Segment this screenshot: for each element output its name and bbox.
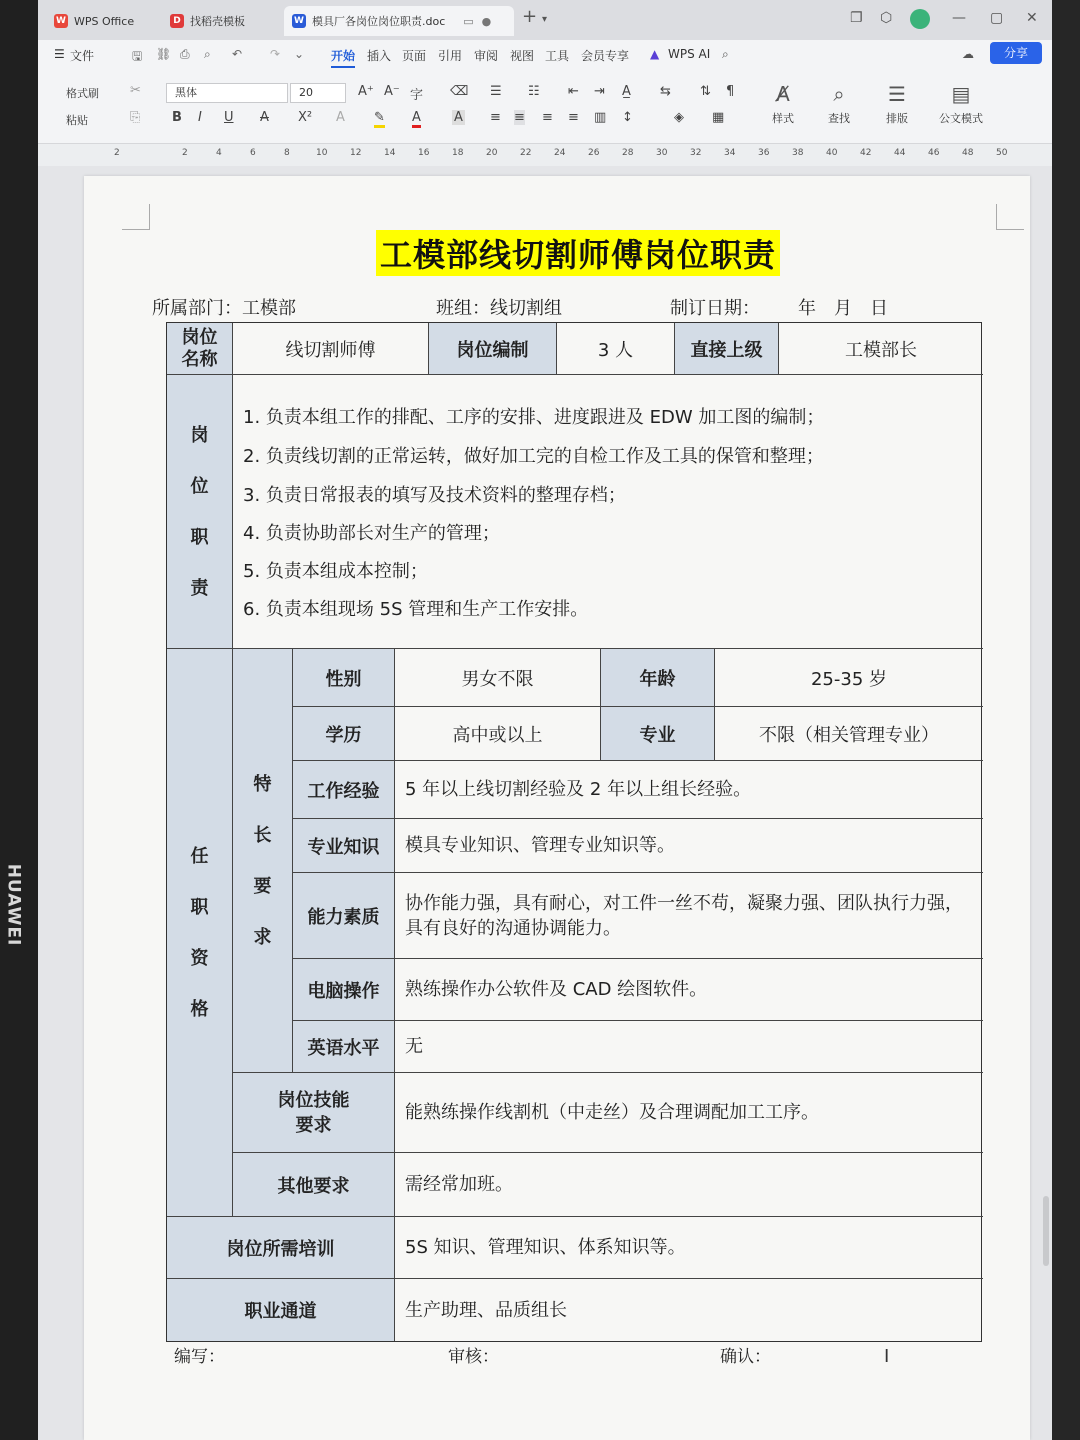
- ruler-tick: 16: [418, 148, 430, 158]
- tab-template[interactable]: [162, 6, 280, 36]
- ruler-tick: 10: [316, 148, 328, 158]
- major-value: 不限（相关管理专业）: [715, 707, 983, 761]
- writer-label: 编写：: [174, 1347, 225, 1367]
- ruler-tick: 18: [452, 148, 464, 158]
- ruler-tick: 26: [588, 148, 600, 158]
- other-label: 其他要求: [233, 1153, 395, 1217]
- gender-value: 男女不限: [395, 649, 601, 707]
- text-cursor-icon: I: [884, 1346, 890, 1367]
- word-doc-icon: W: [292, 14, 306, 28]
- ruler-tick: 12: [350, 148, 362, 158]
- special-label-char: 特: [253, 773, 272, 795]
- styles-button[interactable]: A̸ 样式: [758, 82, 808, 126]
- share-link-icon[interactable]: ⛓: [156, 47, 172, 61]
- file-menu[interactable]: 文件: [70, 49, 95, 63]
- major-label: 专业: [601, 707, 715, 761]
- ruler-tick: 38: [792, 148, 804, 158]
- undo-icon[interactable]: ↶: [232, 47, 243, 61]
- duty-item: 1. 负责本组工作的排配、工序的安排、进度跟进及 EDW 加工图的编制；: [243, 407, 825, 428]
- find-button[interactable]: ⌕ 查找: [814, 82, 864, 126]
- qual-label-char: 格: [190, 998, 209, 1020]
- special-label-char: 长: [253, 824, 272, 846]
- close-icon[interactable]: ✕: [1026, 10, 1038, 26]
- special-requirements-label: [233, 649, 293, 1073]
- qual-label-char: 资: [190, 947, 209, 969]
- window-layout-icon[interactable]: ❐: [850, 10, 863, 26]
- clear-format-icon[interactable]: ⌫: [450, 84, 469, 99]
- vertical-scrollbar[interactable]: [1040, 166, 1052, 1440]
- ruler-tick: 50: [996, 148, 1008, 158]
- device-bezel-left: [0, 0, 38, 1440]
- shrink-font-icon[interactable]: A⁻: [384, 84, 400, 99]
- position-name-label: 岗位名称: [167, 323, 233, 375]
- tab-label: 模具厂各岗位岗位职责.doc: [312, 15, 446, 28]
- cloud-sync-icon[interactable]: ☁: [962, 47, 974, 61]
- ruler-tick: 2: [114, 148, 120, 158]
- new-tab-icon[interactable]: +: [522, 6, 538, 27]
- qual-label-char: 职: [190, 896, 209, 918]
- group-label: 班组：线切割组: [436, 298, 562, 319]
- search-icon[interactable]: ⌕: [722, 47, 729, 61]
- phonetic-icon[interactable]: 字: [410, 88, 424, 103]
- wps-ai-button[interactable]: WPS AI: [668, 47, 711, 61]
- save-icon[interactable]: 🖫: [132, 49, 143, 63]
- date-parts: 年 月 日: [798, 298, 888, 319]
- official-mode-button[interactable]: ▤ 公文模式: [936, 82, 986, 126]
- border-icon[interactable]: ▦: [712, 110, 725, 125]
- ruler-tick: 22: [520, 148, 532, 158]
- date-label: 制订日期：: [670, 298, 760, 319]
- menu-start[interactable]: 开始: [331, 47, 355, 68]
- knowledge-value: 模具专业知识、管理专业知识等。: [395, 819, 983, 873]
- increase-indent-icon[interactable]: ⇥: [594, 84, 605, 99]
- find-icon: ⌕: [833, 82, 845, 106]
- wps-logo-icon: W: [54, 14, 68, 28]
- duties-label-char: 岗: [190, 424, 209, 446]
- bullet-list-icon[interactable]: ☰: [490, 84, 502, 99]
- ruler-tick: 28: [622, 148, 634, 158]
- approver-label: 确认：: [720, 1347, 771, 1367]
- gender-label: 性别: [293, 649, 395, 707]
- hamburger-icon[interactable]: ☰: [54, 47, 65, 61]
- ruler-tick: 32: [690, 148, 702, 158]
- numbered-list-icon[interactable]: ☷: [528, 84, 540, 99]
- ruler-tick: 24: [554, 148, 566, 158]
- menu-bar: [38, 40, 1052, 70]
- ruler-tick: 4: [216, 148, 222, 158]
- format-painter-button[interactable]: 格式刷: [66, 87, 99, 100]
- ruler-tick: 40: [826, 148, 838, 158]
- duty-item: 6. 负责本组现场 5S 管理和生产工作安排。: [243, 599, 589, 620]
- bold-icon[interactable]: B: [172, 110, 182, 125]
- layout-button[interactable]: ☰ 排版: [872, 82, 922, 126]
- ruler-tick: 2: [182, 148, 188, 158]
- career-value: 生产助理、品质组长: [405, 1299, 567, 1321]
- margin-mark: [122, 204, 150, 230]
- ruler-tick: 42: [860, 148, 872, 158]
- sort-icon[interactable]: ⇅: [700, 84, 711, 99]
- ruler-tick: 36: [758, 148, 770, 158]
- paste-button[interactable]: 粘贴: [66, 114, 88, 127]
- training-value: 5S 知识、管理知识、体系知识等。: [395, 1217, 983, 1279]
- tab-wps-office[interactable]: [46, 6, 166, 36]
- duties-label-char: 位: [190, 475, 209, 497]
- experience-label: 工作经验: [293, 761, 395, 819]
- menu-insert[interactable]: 插入: [367, 49, 392, 63]
- ribbon-toolbar: [38, 70, 1052, 144]
- age-label: 年龄: [601, 649, 715, 707]
- tab-display-icon[interactable]: ▭: [463, 14, 474, 28]
- align-left-icon[interactable]: ≡: [490, 110, 501, 125]
- cube-icon[interactable]: ⬡: [880, 10, 893, 26]
- ruler-tick: 46: [928, 148, 940, 158]
- maximize-icon[interactable]: ▢: [990, 10, 1004, 26]
- knowledge-label: 专业知识: [293, 819, 395, 873]
- career-label: 职业通道: [167, 1279, 395, 1341]
- menu-tools[interactable]: 工具: [545, 49, 570, 63]
- text-effect-icon[interactable]: A: [336, 110, 345, 125]
- docer-icon: D: [170, 14, 184, 28]
- margin-mark: [996, 204, 1024, 230]
- chevron-down-icon[interactable]: ⌄: [294, 47, 305, 61]
- education-label: 学历: [293, 707, 395, 761]
- shading-icon[interactable]: ◈: [674, 110, 684, 125]
- skill-label: 岗位技能要求: [233, 1073, 395, 1153]
- wps-window: [38, 0, 1052, 1440]
- duty-item: 5. 负责本组成本控制；: [243, 561, 428, 582]
- menu-member[interactable]: 会员专享: [581, 49, 630, 63]
- highlight-icon[interactable]: ✎: [374, 110, 385, 128]
- italic-icon[interactable]: I: [198, 110, 202, 125]
- wps-ai-icon: ▲: [650, 47, 660, 61]
- document-page[interactable]: [84, 176, 1030, 1440]
- grow-font-icon[interactable]: A⁺: [358, 84, 374, 99]
- align-right-icon[interactable]: ≡: [542, 110, 553, 125]
- qual-label-char: 任: [190, 845, 209, 867]
- tab-label: 找稻壳模板: [190, 15, 245, 28]
- ruler-tick: 44: [894, 148, 906, 158]
- horizontal-ruler[interactable]: [38, 144, 1052, 166]
- styles-icon: A̸: [776, 82, 790, 106]
- unsaved-dot-icon: ●: [481, 14, 492, 28]
- print-icon[interactable]: ⎙: [180, 47, 190, 61]
- font-color-icon[interactable]: A: [412, 110, 421, 128]
- chevron-down-icon[interactable]: ▾: [542, 14, 548, 25]
- decrease-indent-icon[interactable]: ⇤: [568, 84, 579, 99]
- menu-review[interactable]: 审阅: [474, 49, 499, 63]
- copy-icon[interactable]: ⎘: [130, 110, 141, 125]
- special-label-char: 要: [253, 875, 272, 897]
- redo-icon[interactable]: ↷: [270, 47, 281, 61]
- superscript-icon[interactable]: X²: [298, 110, 313, 125]
- job-description-table: [166, 322, 982, 1342]
- english-label: 英语水平: [293, 1021, 395, 1073]
- ruler-tick: 8: [284, 148, 290, 158]
- special-label-char: 求: [253, 926, 272, 948]
- ruler-tick: 14: [384, 148, 396, 158]
- experience-value: 5 年以上线切割经验及 2 年以上组长经验。: [395, 761, 983, 819]
- tab-document[interactable]: [284, 6, 514, 36]
- official-doc-icon: ▤: [951, 82, 971, 106]
- layout-icon: ☰: [888, 82, 906, 106]
- font-size-select[interactable]: 20: [290, 83, 346, 103]
- print-preview-icon[interactable]: ⌕: [204, 47, 211, 61]
- headcount-value: 3 人: [557, 323, 675, 375]
- superior-value: 工模部长: [779, 323, 983, 375]
- document-title: 工模部线切割师傅岗位职责: [376, 230, 780, 276]
- tab-label: WPS Office: [74, 14, 135, 28]
- strikethrough-icon[interactable]: A: [260, 110, 269, 125]
- reviewer-label: 审核：: [448, 1347, 499, 1367]
- ruler-tick: 20: [486, 148, 498, 158]
- duties-label-char: 职: [190, 526, 209, 548]
- duty-item: 2. 负责线切割的正常运转，做好加工完的自检工作及工具的保管和整理；: [243, 446, 824, 467]
- tab-bar: [38, 0, 1052, 40]
- menu-page[interactable]: 页面: [402, 49, 427, 63]
- education-value: 高中或以上: [395, 707, 601, 761]
- char-shading-icon[interactable]: A: [454, 110, 463, 125]
- duty-item: 3. 负责日常报表的填写及技术资料的整理存档；: [243, 485, 626, 506]
- line-spacing-icon[interactable]: ↕: [622, 110, 633, 125]
- char-case-icon[interactable]: A̲: [622, 84, 631, 99]
- skill-value: 能熟练操作线割机（中走丝）及合理调配加工工序。: [395, 1073, 983, 1153]
- duties-label-char: 责: [190, 577, 209, 599]
- age-value: 25-35 岁: [715, 649, 983, 707]
- headcount-label: 岗位编制: [429, 323, 557, 375]
- text-direction-icon[interactable]: ⇆: [660, 84, 671, 99]
- share-button[interactable]: 分享: [990, 42, 1042, 64]
- menu-references[interactable]: 引用: [438, 49, 463, 63]
- device-bezel-right: [1052, 0, 1080, 1440]
- ruler-tick: 34: [724, 148, 736, 158]
- duties-label: [167, 375, 233, 649]
- ruler-tick: 48: [962, 148, 974, 158]
- menu-view[interactable]: 视图: [510, 49, 535, 63]
- english-value: 无: [395, 1021, 983, 1073]
- underline-icon[interactable]: U: [224, 110, 234, 125]
- cut-icon[interactable]: ✂: [130, 83, 141, 98]
- show-marks-icon[interactable]: ¶: [726, 84, 735, 99]
- computer-label: 电脑操作: [293, 959, 395, 1021]
- ruler-tick: 6: [250, 148, 256, 158]
- distributed-icon[interactable]: ▥: [594, 110, 607, 125]
- department-label: 所属部门：工模部: [152, 298, 296, 319]
- ability-value: 协作能力强，具有耐心，对工件一丝不苟，凝聚力强、团队执行力强，具有良好的沟通协调能力。: [395, 873, 983, 959]
- other-value: 需经常加班。: [395, 1153, 983, 1217]
- align-center-icon[interactable]: ≡: [514, 110, 525, 125]
- device-brand: HUAWEI: [3, 863, 24, 947]
- computer-value: 熟练操作办公软件及 CAD 绘图软件。: [395, 959, 983, 1021]
- superior-label: 直接上级: [675, 323, 779, 375]
- duty-item: 4. 负责协助部长对生产的管理；: [243, 523, 500, 544]
- training-label: 岗位所需培训: [167, 1217, 395, 1279]
- qualifications-label: [167, 649, 233, 1217]
- minimize-icon[interactable]: —: [952, 10, 966, 26]
- user-avatar[interactable]: [910, 9, 930, 29]
- font-name-select[interactable]: 黑体: [166, 83, 288, 103]
- scrollbar-thumb[interactable]: [1043, 1196, 1049, 1266]
- justify-icon[interactable]: ≡: [568, 110, 579, 125]
- duties-list: [233, 375, 983, 649]
- ruler-tick: 30: [656, 148, 668, 158]
- position-name-value: 线切割师傅: [233, 323, 429, 375]
- ability-label: 能力素质: [293, 873, 395, 959]
